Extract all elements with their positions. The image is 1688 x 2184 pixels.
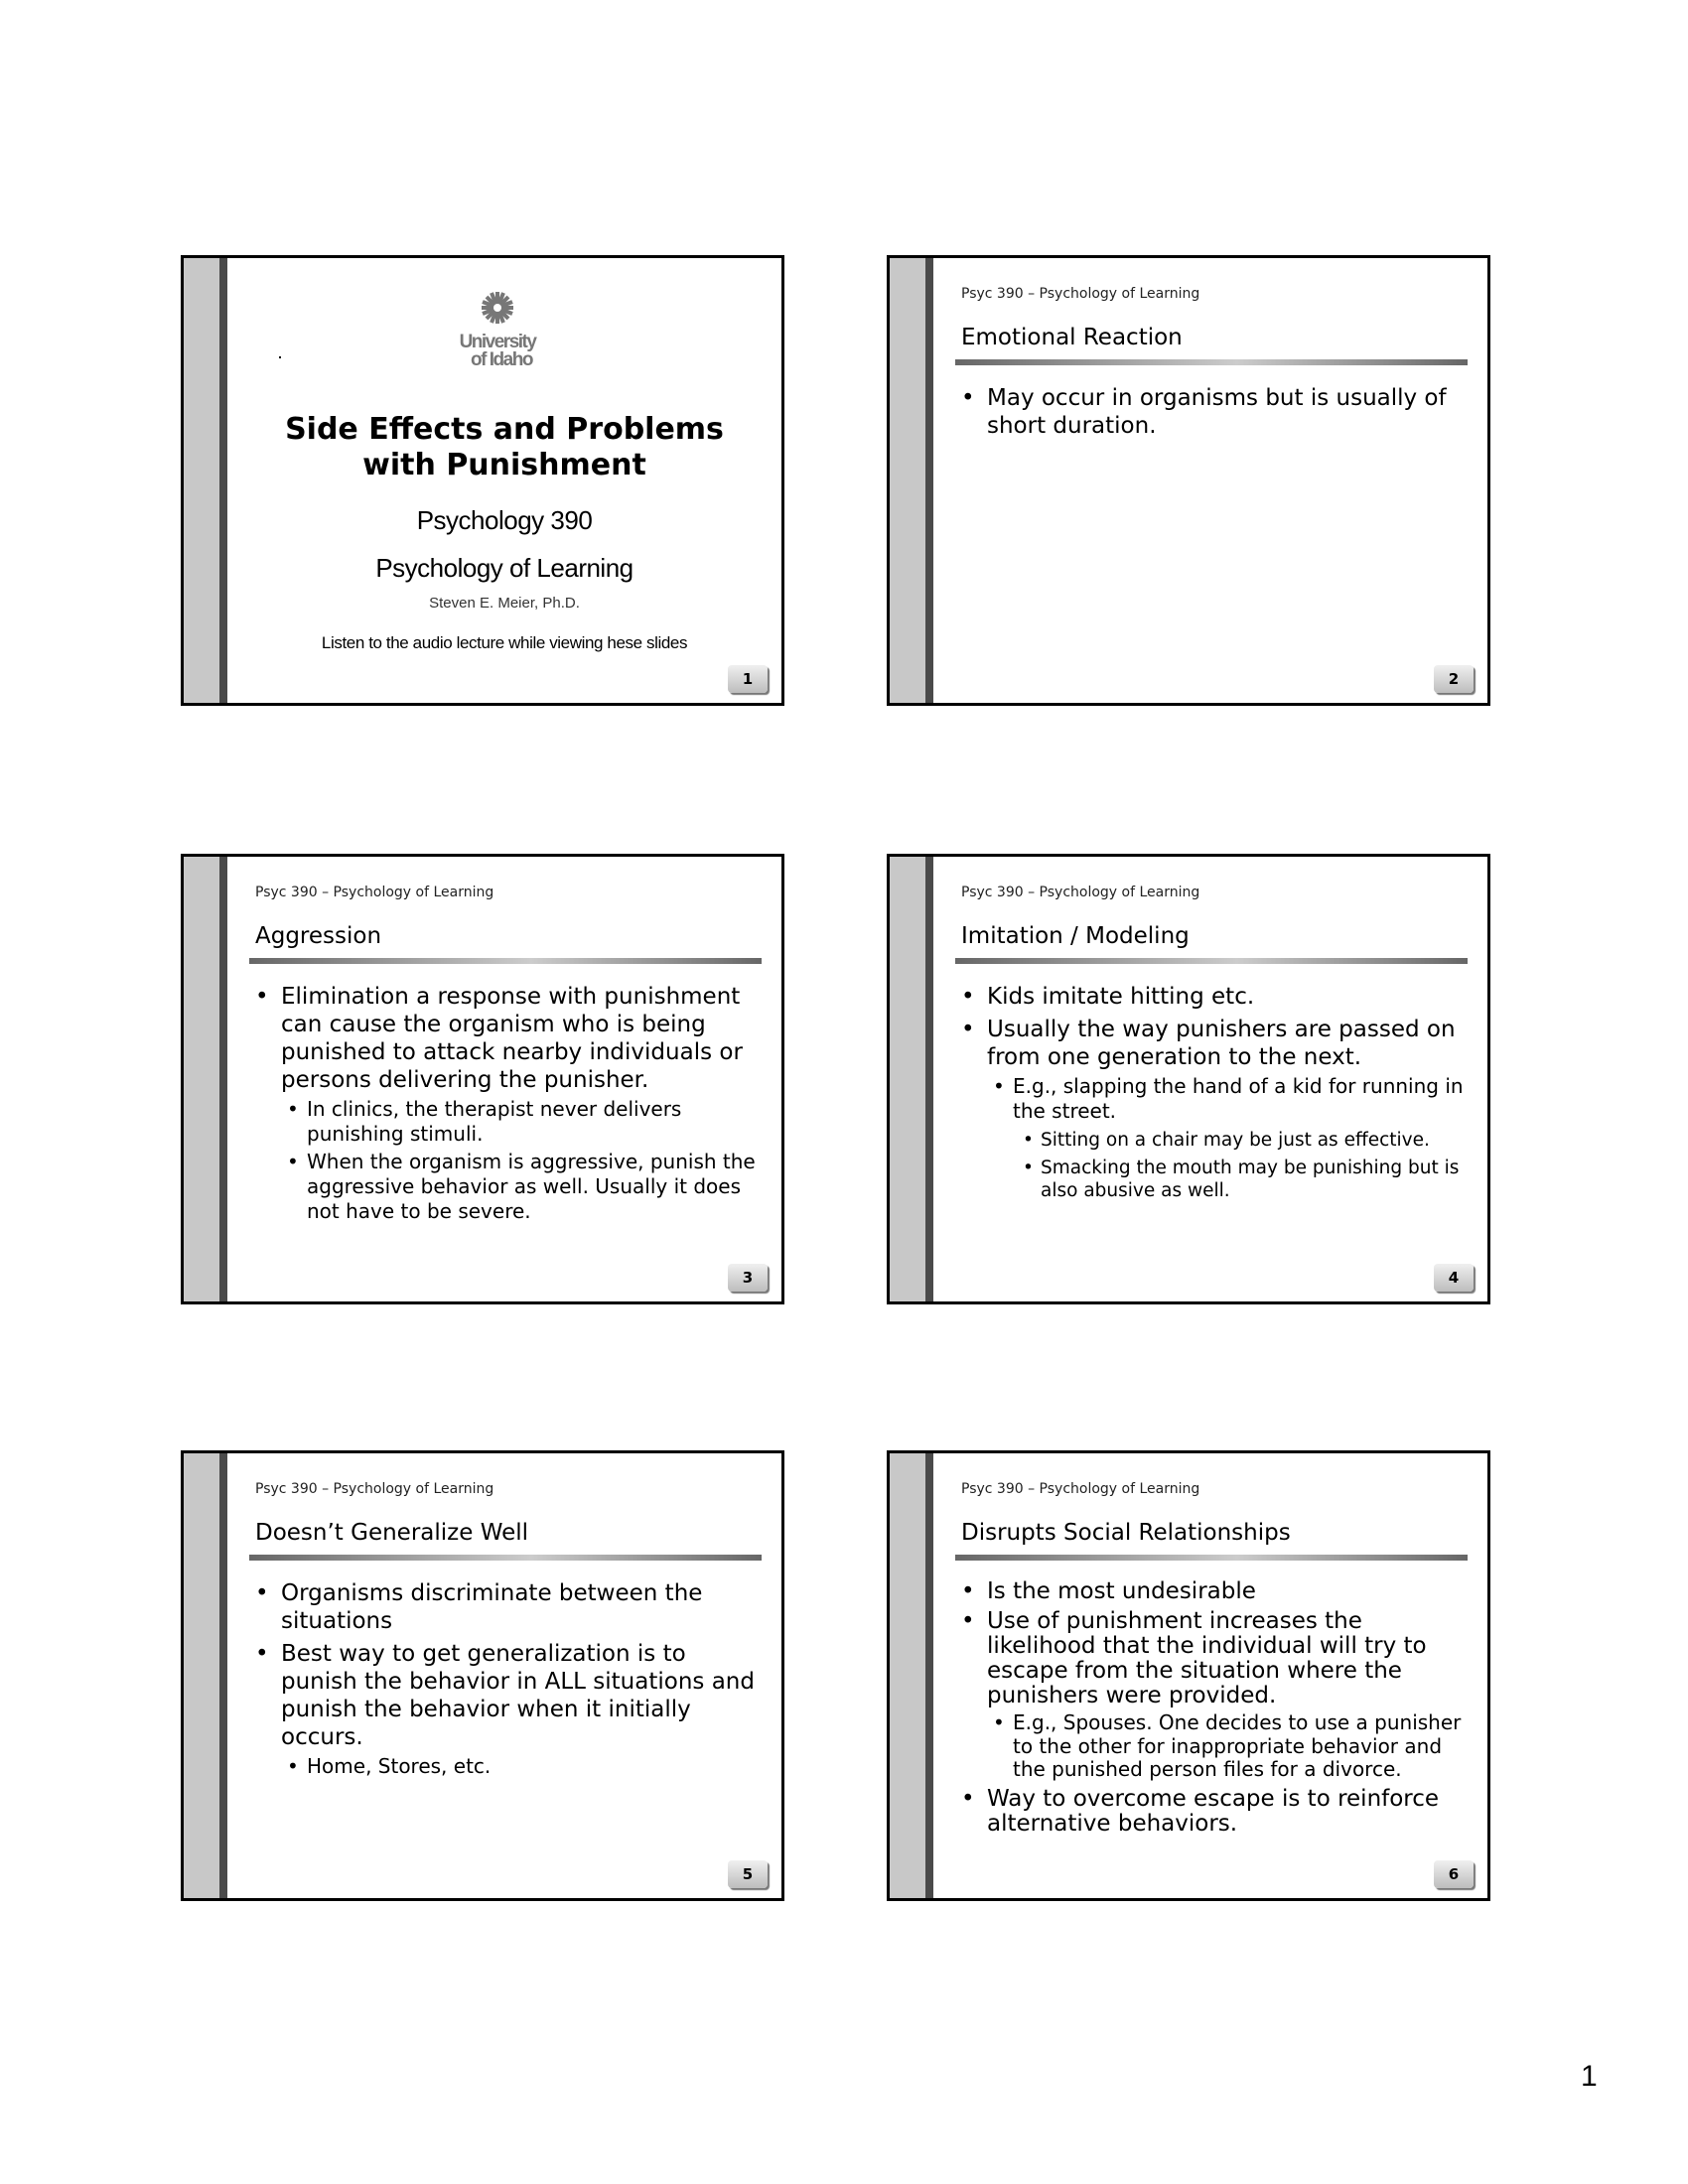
- bullet-item: [961, 1787, 1470, 1837]
- slide-side-bar: [219, 857, 227, 1301]
- slide-number: 2: [1434, 665, 1474, 693]
- bullet-item: [961, 1129, 1470, 1152]
- bullet-text: When the organism is aggressive, punish the aggressive behavior as well. Usually it does not have to be severe.: [307, 1150, 756, 1223]
- bullet-item: [255, 1097, 764, 1147]
- bullet-item: [961, 1157, 1470, 1202]
- bullet-item: [961, 983, 1470, 1011]
- slide-number: 3: [728, 1264, 768, 1292]
- title-rule: [249, 1555, 762, 1561]
- bullet-text: E.g., Spouses. One decides to use a punisher to the other for inappropriate behavior and the punished person files for a divorce.: [1013, 1710, 1462, 1781]
- bullet-icon: •: [255, 1641, 269, 1667]
- page-number: 1: [1581, 2060, 1598, 2093]
- bullet-icon: •: [961, 385, 975, 411]
- slide-side-bar: [925, 1453, 933, 1898]
- slide-title: Emotional Reaction: [961, 325, 1183, 350]
- slide-header: Psyc 390 – Psychology of Learning: [961, 286, 1200, 302]
- bullet-list: [961, 379, 1470, 440]
- slide-side-bar: [925, 258, 933, 703]
- slide-title: Aggression: [255, 923, 382, 949]
- title-rule: [955, 1555, 1468, 1561]
- bullet-text: Kids imitate hitting etc.: [987, 984, 1255, 1010]
- slide-number: 6: [1434, 1860, 1474, 1888]
- slide-side-strip: [890, 857, 925, 1301]
- slide-side-strip: [890, 1453, 925, 1898]
- bullet-text: In clinics, the therapist never delivers punishing stimuli.: [307, 1097, 682, 1146]
- bullet-item: [961, 1016, 1470, 1071]
- bullet-text: Way to overcome escape is to reinforce alternative behaviors.: [987, 1785, 1440, 1837]
- slide-side-strip: [890, 258, 925, 703]
- title-rule: [249, 958, 762, 964]
- title-line-2: with Punishment: [362, 448, 646, 482]
- bullet-text: Is the most undesirable: [987, 1578, 1256, 1604]
- bullet-icon: •: [961, 1017, 975, 1042]
- slide-number: 5: [728, 1860, 768, 1888]
- presentation-title: [227, 412, 781, 483]
- bullet-icon: •: [961, 984, 975, 1010]
- title-rule: [955, 958, 1468, 964]
- bullet-item: [961, 1074, 1470, 1124]
- bullet-icon: •: [993, 1710, 1005, 1734]
- bullet-icon: •: [1023, 1158, 1034, 1178]
- svg-text:of Idaho: of Idaho: [471, 349, 532, 370]
- bullet-list: [961, 978, 1470, 1202]
- slide-1-title: [181, 255, 784, 706]
- slide-title: Doesn’t Generalize Well: [255, 1520, 529, 1546]
- course-number: Psychology 390: [416, 505, 593, 535]
- bullet-list: [255, 1574, 764, 1779]
- bullet-list: [961, 1574, 1470, 1837]
- bullet-text: Home, Stores, etc.: [307, 1754, 492, 1778]
- bullet-icon: •: [993, 1074, 1005, 1098]
- slide-5: [181, 1450, 784, 1901]
- bullet-text: Best way to get generalization is to punish the behavior in ALL situations and punish the behavior when it initially occurs.: [281, 1641, 755, 1750]
- bullet-text: E.g., slapping the hand of a kid for running in the street.: [1013, 1074, 1464, 1123]
- bullet-icon: •: [961, 1785, 975, 1812]
- title-line-1: Side Effects and Problems: [285, 412, 724, 447]
- bullet-item: [961, 1609, 1470, 1708]
- slide-title: Imitation / Modeling: [961, 923, 1190, 949]
- slide-side-bar: [219, 258, 227, 703]
- bullet-item: [255, 1754, 764, 1779]
- bullet-icon: •: [255, 1580, 269, 1606]
- slide-side-strip: [184, 1453, 219, 1898]
- bullet-text: Elimination a response with punishment can cause the organism who is being punished to attack nearby individuals or persons delivering the punisher.: [281, 984, 743, 1093]
- bullet-item: [255, 1640, 764, 1751]
- slide-number: 4: [1434, 1264, 1474, 1292]
- slide-side-bar: [925, 857, 933, 1301]
- slide-number: 1: [728, 665, 768, 693]
- slide-title: Disrupts Social Relationships: [961, 1520, 1291, 1546]
- bullet-icon: •: [961, 1578, 975, 1604]
- bullet-list: [255, 978, 764, 1224]
- bullet-text: Organisms discriminate between the situations: [281, 1580, 703, 1634]
- slide-header: Psyc 390 – Psychology of Learning: [961, 1481, 1200, 1497]
- bullet-item: [255, 983, 764, 1094]
- bullet-text: Sitting on a chair may be just as effective.: [1041, 1130, 1430, 1151]
- slide-header: Psyc 390 – Psychology of Learning: [255, 885, 494, 900]
- bullet-text: Use of punishment increases the likelihood that the individual will try to escape from the situation where the punishers were provided.: [987, 1608, 1427, 1708]
- university-logo: [450, 290, 545, 373]
- slide-side-bar: [219, 1453, 227, 1898]
- title-rule: [955, 359, 1468, 365]
- bullet-icon: •: [287, 1097, 299, 1121]
- bullet-text: May occur in organisms but is usually of short duration.: [987, 385, 1447, 439]
- bullet-item: [961, 1579, 1470, 1604]
- bullet-item: [255, 1150, 764, 1224]
- course-name: Psychology of Learning: [375, 553, 633, 583]
- slide-side-strip: [184, 857, 219, 1301]
- bullet-icon: •: [1023, 1130, 1034, 1151]
- slide-3: [181, 854, 784, 1304]
- bullet-icon: •: [961, 1608, 975, 1634]
- slide-side-strip: [184, 258, 219, 703]
- svg-text:University: University: [459, 332, 536, 352]
- bullet-text: Smacking the mouth may be punishing but is also abusive as well.: [1041, 1158, 1460, 1201]
- author: Steven E. Meier, Ph.D.: [429, 595, 580, 612]
- bullet-icon: •: [255, 984, 269, 1010]
- slide-header: Psyc 390 – Psychology of Learning: [255, 1481, 494, 1497]
- bullet-icon: •: [287, 1754, 299, 1778]
- audio-note: Listen to the audio lecture while viewing hese slides: [321, 633, 688, 652]
- bullet-icon: •: [287, 1150, 299, 1173]
- slide-6: [887, 1450, 1490, 1901]
- bullet-item: [961, 1711, 1470, 1782]
- slide-header: Psyc 390 – Psychology of Learning: [961, 885, 1200, 900]
- bullet-item: [961, 384, 1470, 440]
- slide-2: [887, 255, 1490, 706]
- stray-dot: [279, 356, 281, 358]
- bullet-item: [255, 1579, 764, 1635]
- bullet-text: Usually the way punishers are passed on from one generation to the next.: [987, 1017, 1456, 1070]
- slide-4: [887, 854, 1490, 1304]
